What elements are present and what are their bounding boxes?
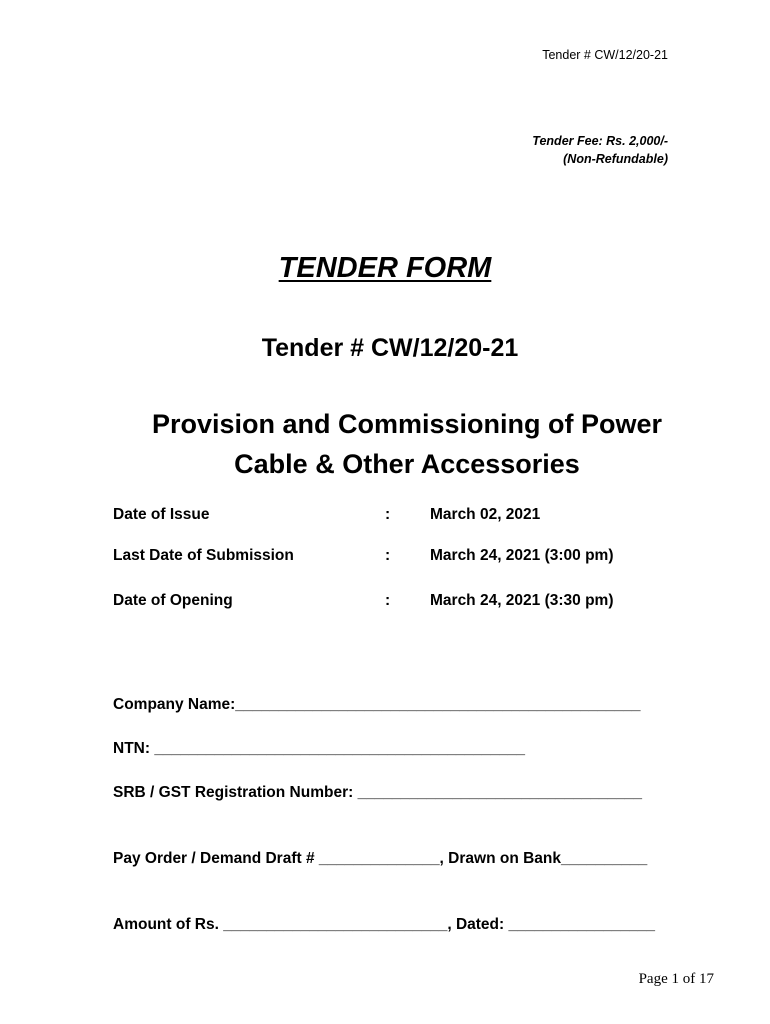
schedule-separator: : [385, 506, 391, 523]
schedule-separator: : [385, 547, 391, 564]
pay-order-field[interactable]: Pay Order / Demand Draft # ______________, Drawn on Bank__________ [113, 850, 648, 867]
schedule-row-submission [113, 547, 673, 569]
schedule-row-issue [113, 506, 673, 528]
schedule-value: March 24, 2021 (3:00 pm) [430, 547, 614, 564]
srb-gst-registration-field[interactable]: SRB / GST Registration Number: _________________________________ [113, 784, 643, 801]
schedule-label: Last Date of Submission [113, 547, 294, 564]
schedule-label: Date of Issue [113, 506, 210, 523]
page-number: Page 1 of 17 [638, 971, 714, 987]
company-name-field[interactable]: Company Name:_______________________________________________ [113, 696, 641, 713]
header-tender-reference: Tender # CW/12/20-21 [542, 48, 668, 62]
page-title-text: TENDER FORM [278, 252, 492, 284]
schedule-label: Date of Opening [113, 592, 233, 609]
schedule-value: March 24, 2021 (3:30 pm) [430, 592, 614, 609]
schedule-separator: : [385, 592, 391, 609]
tender-number-heading: Tender # CW/12/20-21 [261, 334, 519, 362]
project-title-line-2: Cable & Other Accessories [234, 449, 580, 479]
tender-fee-amount: Tender Fee: Rs. 2,000/- [532, 134, 668, 148]
schedule-value: March 02, 2021 [430, 506, 541, 523]
tender-fee-block [532, 132, 668, 168]
amount-field[interactable]: Amount of Rs. __________________________, Dated: _________________ [113, 916, 656, 933]
project-title [0, 404, 770, 484]
page-title [0, 252, 770, 285]
tender-fee-note: (Non-Refundable) [563, 152, 668, 166]
project-title-line-1: Provision and Commissioning of Power [151, 409, 663, 439]
schedule-row-opening [113, 592, 673, 614]
ntn-field[interactable]: NTN: ___________________________________________ [113, 740, 525, 757]
